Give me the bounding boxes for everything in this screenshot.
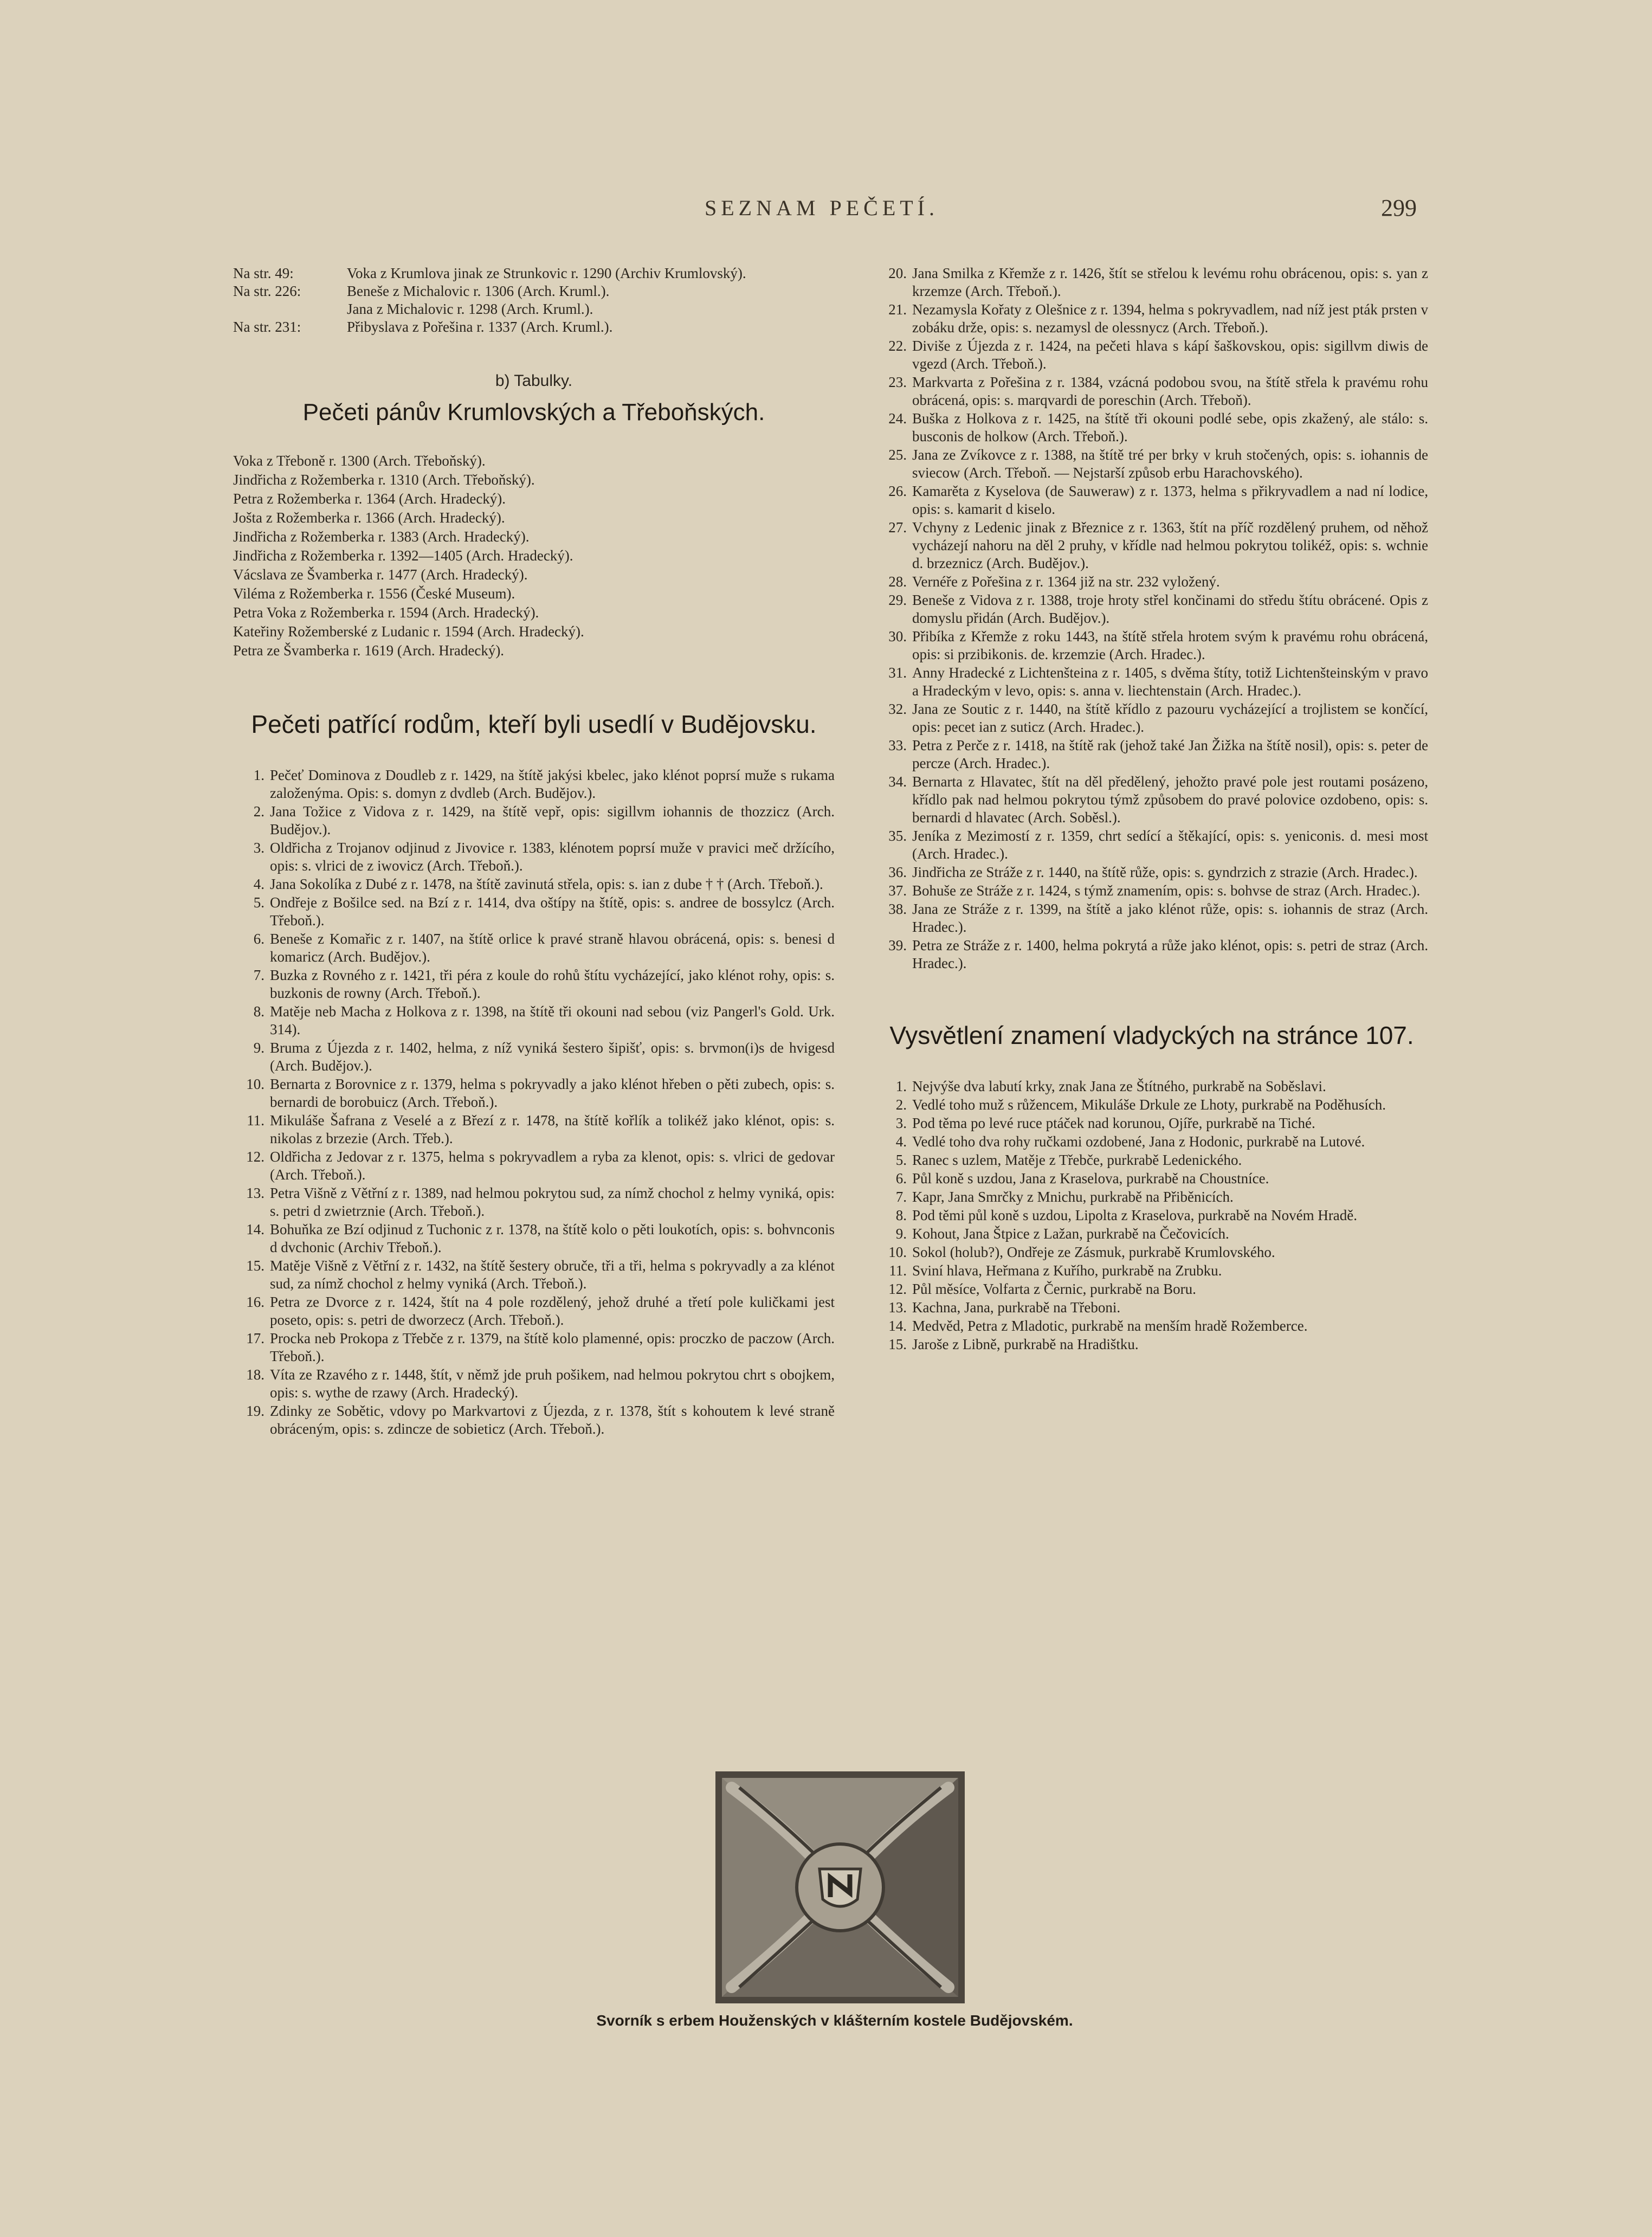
- entry-number: 1.: [253, 767, 264, 783]
- explanation-entry: [875, 1280, 1428, 1298]
- entry-number: 27.: [888, 519, 907, 536]
- right-column: [875, 265, 1428, 1354]
- entry-text: Petra ze Dvorce z r. 1424, štít na 4 pole rozdělený, jehož druhé a třetí pole kuličkami jest poseto, opis: s. petri de dworzecz (Arch. Třeboň.).: [270, 1294, 835, 1328]
- entry-number: 30.: [888, 628, 907, 644]
- seal-entry: [875, 664, 1428, 700]
- seal-entry: [875, 900, 1428, 936]
- entry-number: 16.: [246, 1294, 264, 1310]
- entry-number: 6.: [253, 931, 264, 947]
- reference-text: Beneše z Michalovic r. 1306 (Arch. Kruml.).: [347, 283, 610, 299]
- entry-number: 26.: [888, 483, 907, 499]
- entry-number: 12.: [246, 1149, 264, 1165]
- explanation-entry: [875, 1114, 1428, 1132]
- entry-text: Mikuláše Šafrana z Veselé a z Březí z r. 1478, na štítě kořlík a tolikéž jako klénot, opis: s. nikolas z brzezie (Arch. Třeb.).: [270, 1112, 835, 1146]
- explanation-entry: [875, 1243, 1428, 1261]
- seal-entry: [875, 446, 1428, 482]
- entry-number: 22.: [888, 338, 907, 354]
- explanation-entry: [875, 1133, 1428, 1151]
- entry-number: 5.: [253, 894, 264, 911]
- entry-text: Jana ze Stráže z r. 1399, na štítě a jako klénot růže, opis: s. iohannis de straz (Arch. Hradec.).: [912, 901, 1428, 935]
- seal-entry: [875, 410, 1428, 446]
- entry-text: Jana Smilka z Křemže z r. 1426, štít se střelou k levému rohu obrácenou, opis: s. yan z krzemze (Arch. Třeboň.).: [912, 265, 1428, 299]
- reference-text: Přibyslava z Pořešina r. 1337 (Arch. Kruml.).: [347, 319, 613, 335]
- explanation-entry: [875, 1336, 1428, 1353]
- entry-number: 7.: [253, 967, 264, 983]
- running-header: SEZNAM PEČETÍ.: [705, 196, 939, 220]
- entry-text: Vedlé toho dva rohy ručkami ozdobené, Jana z Hodonic, purkrabě na Lutové.: [912, 1133, 1365, 1150]
- entry-text: Vedlé toho muž s růžencem, Mikuláše Drkule ze Lhoty, purkrabě na Poděhusích.: [912, 1097, 1386, 1113]
- reference-list: [233, 265, 835, 336]
- seal-entries-right: [875, 265, 1428, 972]
- entry-text: Buška z Holkova z r. 1425, na štítě tři okouni podlé sebe, opis zkažený, ale stálo: s. busconis de holkow (Arch. Třeboň.).: [912, 410, 1428, 444]
- explanation-list: [875, 1078, 1428, 1353]
- reference-label: [233, 300, 347, 318]
- tabulky-item: Jošta z Rožemberka r. 1366 (Arch. Hradecký).: [233, 510, 505, 526]
- heading-krumlov-trebon: Pečeti pánův Krumlovských a Třeboňských.: [302, 399, 765, 426]
- entry-text: Oldřicha z Jedovar z r. 1375, helma s pokryvadlem a ryba za klenot, opis: s. vlrici de gedovar (Arch. Třeboň.).: [270, 1149, 835, 1183]
- seal-entry: [233, 930, 835, 966]
- reference-label: Na str. 226:: [233, 283, 301, 299]
- explanation-entry: [875, 1188, 1428, 1206]
- reference-row: [233, 300, 835, 318]
- seal-entry: [875, 737, 1428, 772]
- entry-number: 4.: [895, 1133, 907, 1150]
- seal-entry: [875, 265, 1428, 300]
- heading-budejovsko: Pečeti patřící rodům, kteří byli usedlí v Budějovsku.: [251, 710, 817, 738]
- entry-number: 17.: [246, 1330, 264, 1346]
- seal-entry: [233, 1330, 835, 1365]
- seal-entry: [233, 1402, 835, 1438]
- seal-entry: [875, 628, 1428, 663]
- entry-number: 38.: [888, 901, 907, 917]
- seal-entry: [233, 766, 835, 802]
- tabulky-item: Petra z Rožemberka r. 1364 (Arch. Hradecký).: [233, 491, 506, 507]
- entry-number: 18.: [246, 1366, 264, 1383]
- entry-number: 14.: [246, 1221, 264, 1237]
- entry-number: 9.: [253, 1040, 264, 1056]
- entry-text: Diviše z Újezda z r. 1424, na pečeti hlava s kápí šaškovskou, opis: sigillvm diwis de vgezd (Arch. Třeboň.).: [912, 338, 1428, 372]
- entry-text: Jana Sokolíka z Dubé z r. 1478, na štítě zavinutá střela, opis: s. ian z dube † † (Arch. Třeboň.).: [270, 876, 823, 892]
- seal-entry: [233, 1039, 835, 1075]
- seal-entry: [233, 1293, 835, 1329]
- reference-text: Jana z Michalovic r. 1298 (Arch. Kruml.).: [347, 301, 593, 317]
- entry-number: 8.: [253, 1003, 264, 1020]
- entry-text: Ranec s uzlem, Matěje z Třebče, purkrabě Ledenického.: [912, 1152, 1242, 1168]
- entry-text: Pod těmi půl koně s uzdou, Lipolta z Kraselova, purkrabě na Novém Hradě.: [912, 1207, 1358, 1223]
- entry-number: 4.: [253, 876, 264, 892]
- entry-text: Procka neb Prokopa z Třebče z r. 1379, na štítě kolo plamenné, opis: proczko de paczow (Arch. Třeboň.).: [270, 1330, 835, 1364]
- entry-number: 25.: [888, 447, 907, 463]
- entry-text: Pod těma po levé ruce ptáček nad korunou, Ojíře, purkrabě na Tiché.: [912, 1115, 1315, 1131]
- entry-number: 11.: [247, 1112, 264, 1129]
- entry-text: Pečeť Dominova z Doudleb z r. 1429, na štítě jakýsi kbelec, jako klénot poprsí muže s rukama založenýma. Opis: s. domyn z dvdleb (Arch. Budějov.).: [270, 767, 835, 801]
- explanation-entry: [875, 1096, 1428, 1114]
- entry-number: 35.: [888, 828, 907, 844]
- reference-row: [233, 265, 835, 282]
- seal-entry: [233, 839, 835, 875]
- seal-entry: [875, 373, 1428, 409]
- seal-entry: [875, 827, 1428, 863]
- reference-label: Na str. 49:: [233, 265, 294, 281]
- seal-entry: [875, 337, 1428, 373]
- tabulky-item: Vácslava ze Švamberka r. 1477 (Arch. Hradecký).: [233, 566, 528, 583]
- entry-number: 32.: [888, 701, 907, 717]
- entry-number: 37.: [888, 882, 907, 899]
- entry-text: Půl koně s uzdou, Jana z Kraselova, purkrabě na Choustníce.: [912, 1170, 1269, 1187]
- seal-entry: [233, 875, 835, 893]
- entry-text: Matěje neb Macha z Holkova z r. 1398, na štítě tři okouni nad sebou (viz Pangerl's Gold. Urk. 314).: [270, 1003, 835, 1037]
- entry-text: Vernéře z Pořešina z r. 1364 již na str. 232 vyložený.: [912, 573, 1220, 590]
- entry-number: 10.: [888, 1244, 907, 1260]
- seal-entries-left: [233, 766, 835, 1438]
- entry-text: Bernarta z Hlavatec, štít na děl předělený, jehožto pravé pole jest routami posázeno, křídlo pak nad helmou pokrytou týmž způsobem do pravé polovice ozdobeno, opis: s. bernardi d hlavatec (Arch. Soběsl.).: [912, 773, 1428, 826]
- entry-number: 19.: [246, 1403, 264, 1419]
- reference-row: [233, 282, 835, 300]
- entry-text: Bohuňka ze Bzí odjinud z Tuchonic z r. 1378, na štítě kolo o pěti loukotích, opis: s. bohvnconis d dvchonic (Archiv Třeboň.).: [270, 1221, 835, 1255]
- tabulky-item: Petra Voka z Rožemberka r. 1594 (Arch. Hradecký).: [233, 604, 539, 621]
- entry-text: Ondřeje z Bošilce sed. na Bzí z r. 1414, dva oštípy na štítě, opis: s. andree de bossylcz (Arch. Třeboň.).: [270, 894, 835, 929]
- entry-number: 3.: [253, 840, 264, 856]
- tabulky-item: Kateřiny Rožemberské z Ludanic r. 1594 (Arch. Hradecký).: [233, 623, 584, 640]
- sub-heading-tabulky: b) Tabulky.: [495, 372, 573, 390]
- seal-entry: [233, 1366, 835, 1402]
- reference-text: Voka z Krumlova jinak ze Strunkovic r. 1290 (Archiv Krumlovský).: [347, 265, 746, 281]
- entry-number: 33.: [888, 737, 907, 753]
- seal-entry: [875, 882, 1428, 900]
- seal-entry: [233, 1221, 835, 1256]
- entry-text: Víta ze Rzavého z r. 1448, štít, v němž jde pruh pošikem, nad helmou pokrytou chrt s obojkem, opis: s. wythe de rzawy (Arch. Hradecký).: [270, 1366, 835, 1401]
- entry-text: Beneše z Komařic z r. 1407, na štítě orlice k pravé straně hlavou obrácená, opis: s. benesi d komaricz (Arch. Budějov.).: [270, 931, 835, 965]
- entry-number: 34.: [888, 773, 907, 790]
- entry-text: Sviní hlava, Heřmana z Kuřího, purkrabě na Zrubku.: [912, 1262, 1222, 1279]
- tabulky-item: Jindřicha z Rožemberka r. 1392—1405 (Arch. Hradecký).: [233, 547, 573, 564]
- seal-entry: [233, 803, 835, 839]
- entry-number: 39.: [888, 937, 907, 953]
- entry-number: 14.: [888, 1318, 907, 1334]
- seal-entry: [233, 1003, 835, 1039]
- entry-number: 6.: [895, 1170, 907, 1187]
- entry-text: Jana Tožice z Vidova z r. 1429, na štítě vepř, opis: sigillvm iohannis de thozzicz (Arch. Budějov.).: [270, 803, 835, 837]
- seal-entry: [233, 1075, 835, 1111]
- seal-entry: [233, 1184, 835, 1220]
- entry-number: 15.: [246, 1258, 264, 1274]
- entry-text: Kamarěta z Kyselova (de Sauweraw) z r. 1373, helma s přikryvadlem a nad ní lodice, opis: s. kamarit d kiselo.: [912, 483, 1428, 517]
- entry-text: Bruma z Újezda z r. 1402, helma, z níž vyniká šestero šipišť, opis: s. brvmon(i)s de hvigesd (Arch. Budějov.).: [270, 1040, 835, 1074]
- entry-text: Matěje Višně z Větřní z r. 1432, na štítě šestery obruče, tři a tři, helma s pokryvadly a za klénot sud, za nímž chochol z helmy vyniká (Arch. Třeboň.).: [270, 1258, 835, 1292]
- entry-number: 7.: [895, 1189, 907, 1205]
- entry-number: 28.: [888, 573, 907, 590]
- entry-number: 24.: [888, 410, 907, 427]
- entry-text: Kachna, Jana, purkrabě na Třeboni.: [912, 1299, 1121, 1316]
- entry-number: 2.: [895, 1097, 907, 1113]
- entry-number: 13.: [888, 1299, 907, 1316]
- entry-number: 11.: [889, 1262, 907, 1279]
- entry-text: Vchyny z Ledenic jinak z Březnice z r. 1363, štít na příč rozdělený pruhem, od něhož vycházejí nahoru na děl 2 pruhy, v křídle nad helmou pokrytou tolikéž, opis: s. wchnie d. brzeznicz (Arch. Budějov.).: [912, 519, 1428, 571]
- entry-text: Jana ze Soutic z r. 1440, na štítě křídlo z pazouru vycházející a trojlistem se končící, opis: pecet ian z suticz (Arch. Hradec.).: [912, 701, 1428, 735]
- reference-label: Na str. 231:: [233, 319, 301, 335]
- entry-text: Petra ze Stráže z r. 1400, helma pokrytá a růže jako klénot, opis: s. petri de straz (Arch. Hradec.).: [912, 937, 1428, 971]
- entry-number: 8.: [895, 1207, 907, 1223]
- entry-number: 13.: [246, 1185, 264, 1201]
- entry-text: Medvěd, Petra z Mladotic, purkrabě na menším hradě Rožemberce.: [912, 1318, 1308, 1334]
- explanation-entry: [875, 1078, 1428, 1095]
- entry-text: Jeníka z Mezimostí z r. 1359, chrt sedící a štěkající, opis: s. yeniconis. d. mesi most (Arch. Hradec.).: [912, 828, 1428, 862]
- page-number: 299: [1381, 195, 1417, 221]
- entry-text: Anny Hradecké z Lichtenšteina z r. 1405, s dvěma štíty, totiž Lichtenšteinským v pravo a Hradeckým v levo, opis: s. anna v. liechtenstain (Arch. Hradec.).: [912, 665, 1428, 699]
- entry-text: Oldřicha z Trojanov odjinud z Jivovice r. 1383, klénotem poprsí muže v pravici meč držícího, opis: s. vlrici de z iwovicz (Arch. Třeboň.).: [270, 840, 835, 874]
- explanation-entry: [875, 1207, 1428, 1224]
- seal-entry: [875, 573, 1428, 591]
- entry-number: 20.: [888, 265, 907, 281]
- seal-entry: [233, 1112, 835, 1147]
- explanation-entry: [875, 1317, 1428, 1335]
- keystone-figure: [715, 1771, 965, 2003]
- entry-text: Přibíka z Křemže z roku 1443, na štítě střela hrotem svým k pravému rohu obrácená, opis: si przibikonis. de. krzemzie (Arch. Hradec.).: [912, 628, 1428, 662]
- seal-entry: [875, 482, 1428, 518]
- seal-entry: [875, 700, 1428, 736]
- entry-text: Sokol (holub?), Ondřeje ze Zásmuk, purkrabě Krumlovského.: [912, 1244, 1275, 1260]
- seal-entry: [875, 301, 1428, 337]
- tabulky-item: Petra ze Švamberka r. 1619 (Arch. Hradecký).: [233, 642, 505, 659]
- entry-number: 23.: [888, 374, 907, 390]
- seal-entry: [233, 894, 835, 930]
- seal-entry: [875, 591, 1428, 627]
- entry-number: 36.: [888, 864, 907, 880]
- entry-text: Petra z Perče z r. 1418, na štítě rak (jehož také Jan Žižka na štítě nosil), opis: s. peter de percze (Arch. Hradec.).: [912, 737, 1428, 771]
- seal-entry: [233, 1148, 835, 1184]
- entry-text: Bohuše ze Stráže z r. 1424, s týmž znamením, opis: s. bohvse de straz (Arch. Hradec.).: [912, 882, 1421, 899]
- entry-text: Půl měsíce, Volfarta z Černic, purkrabě na Boru.: [912, 1281, 1196, 1297]
- seal-entry: [875, 773, 1428, 827]
- entry-text: Nejvýše dva labutí krky, znak Jana ze Štítného, purkrabě na Soběslavi.: [912, 1078, 1326, 1094]
- entry-number: 2.: [253, 803, 264, 820]
- entry-text: Kapr, Jana Smrčky z Mnichu, purkrabě na Přiběnicích.: [912, 1189, 1234, 1205]
- entry-text: Jindřicha ze Stráže z r. 1440, na štítě růže, opis: s. gyndrzich z strazie (Arch. Hradec.).: [912, 864, 1418, 880]
- entry-number: 1.: [895, 1078, 907, 1094]
- entry-text: Nezamysla Kořaty z Olešnice z r. 1394, helma s pokryvadlem, nad níž jest pták prsten v zobáku drže, opis: s. nezamysl de olessnycz (Arch. Třeboň.).: [912, 301, 1428, 336]
- entry-text: Zdinky ze Sobětic, vdovy po Markvartovi z Újezda, z r. 1378, štít s kohoutem k levé straně obráceným, opis: s. zdincze de sobieticz (Arch. Třeboň.).: [270, 1403, 835, 1437]
- explanation-entry: [875, 1225, 1428, 1243]
- seal-entry: [875, 863, 1428, 881]
- left-column: [233, 265, 835, 1439]
- seal-entry: [875, 519, 1428, 572]
- seal-entry: [875, 937, 1428, 972]
- entry-number: 21.: [888, 301, 907, 318]
- entry-text: Jana ze Zvíkovce z r. 1388, na štítě tré per brky v kruh stočených, opis: s. iohannis de sviecow (Arch. Třeboň. — Nejstarší způsob erbu Harachovského).: [912, 447, 1428, 481]
- tabulky-item: Viléma z Rožemberka r. 1556 (České Museum).: [233, 585, 515, 602]
- entry-text: Beneše z Vidova z r. 1388, troje hroty střel končinami do středu štítu obrácené. Opis z domyslu přidán (Arch. Budějov.).: [912, 592, 1428, 626]
- entry-text: Kohout, Jana Štpice z Lažan, purkrabě na Čečovicích.: [912, 1226, 1229, 1242]
- tabulky-item: Jindřicha z Rožemberka r. 1310 (Arch. Třeboňský).: [233, 472, 535, 488]
- entry-number: 5.: [895, 1152, 907, 1168]
- entry-number: 12.: [888, 1281, 907, 1297]
- seal-entry: [233, 1257, 835, 1293]
- heading-vysvetleni: Vysvětlení znamení vladyckých na stránce 107.: [889, 1021, 1414, 1049]
- entry-text: Markvarta z Pořešina z r. 1384, vzácná podobou svou, na štítě střela k pravému rohu obrácená, opis: s. marqvardi de poreschin (Arch. Třeboň).: [912, 374, 1428, 408]
- reference-row: [233, 318, 835, 336]
- entry-number: 29.: [888, 592, 907, 608]
- tabulky-item: Jindřicha z Rožemberka r. 1383 (Arch. Hradecký).: [233, 528, 530, 545]
- explanation-entry: [875, 1299, 1428, 1317]
- entry-text: Petra Višně z Větřní z r. 1389, nad helmou pokrytou sud, za nímž chochol z helmy vyniká, opis: s. petri d zwietrznie (Arch. Třeboň.).: [270, 1185, 835, 1219]
- explanation-entry: [875, 1151, 1428, 1169]
- entry-number: 10.: [246, 1076, 264, 1092]
- entry-number: 15.: [888, 1336, 907, 1352]
- entry-number: 3.: [895, 1115, 907, 1131]
- entry-number: 9.: [895, 1226, 907, 1242]
- tabulky-list: [233, 452, 835, 660]
- figure-caption: Svorník s erbem Houženských v klášterním kostele Budějovském.: [596, 2012, 1073, 2029]
- entry-text: Bernarta z Borovnice z r. 1379, helma s pokryvadly a jako klénot hřeben o pěti zubech, opis: s. bernardi de borobuicz (Arch. Třeboň.).: [270, 1076, 835, 1110]
- keystone-image: [715, 1771, 965, 2003]
- entry-text: Jaroše z Libně, purkrabě na Hradištku.: [912, 1336, 1139, 1352]
- explanation-entry: [875, 1170, 1428, 1188]
- tabulky-item: Voka z Třeboně r. 1300 (Arch. Třeboňský).: [233, 453, 486, 469]
- explanation-entry: [875, 1262, 1428, 1280]
- seal-entry: [233, 966, 835, 1002]
- entry-text: Buzka z Rovného z r. 1421, tři péra z koule do rohů štítu vycházející, jako klénot rohy, opis: s. buzkonis de rowny (Arch. Třeboň.).: [270, 967, 835, 1001]
- entry-number: 31.: [888, 665, 907, 681]
